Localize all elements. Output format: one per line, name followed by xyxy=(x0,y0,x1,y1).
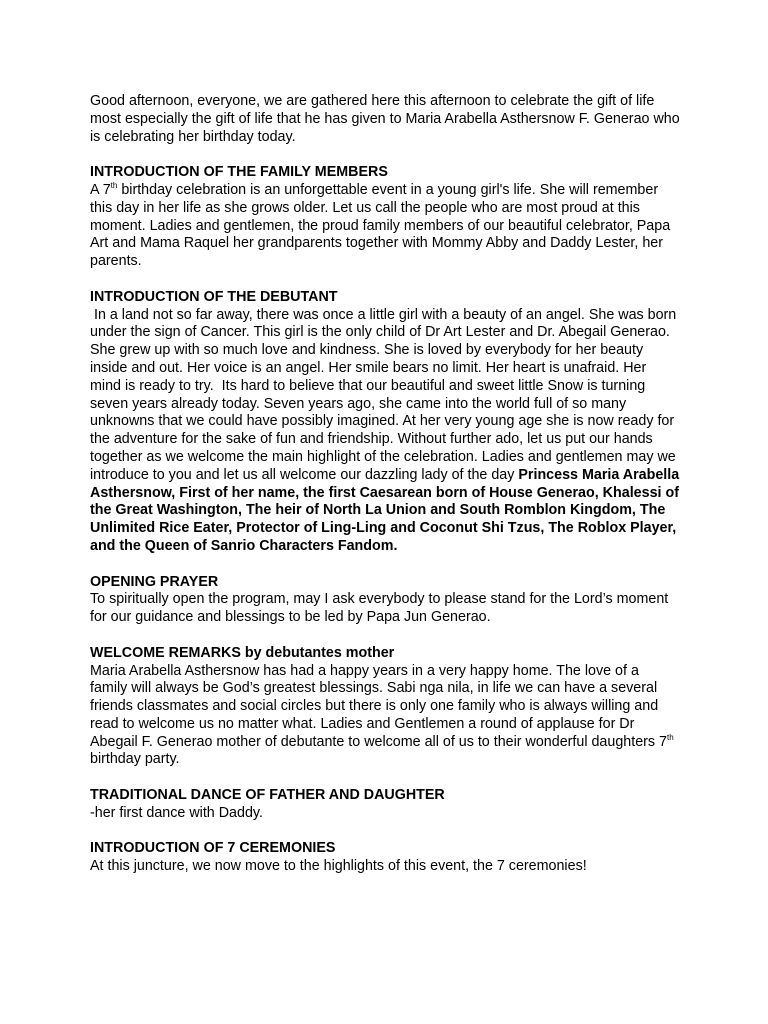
family-heading: INTRODUCTION OF THE FAMILY MEMBERS xyxy=(90,164,388,181)
ceremonies-heading: INTRODUCTION OF 7 CEREMONIES xyxy=(90,840,336,857)
dance-section xyxy=(90,787,680,823)
family-section xyxy=(90,164,680,271)
greeting-section xyxy=(90,93,680,146)
ceremonies-paragraph: At this juncture, we now move to the highlights of this event, the 7 ceremonies! xyxy=(90,858,587,875)
debutant-heading: INTRODUCTION OF THE DEBUTANT xyxy=(90,288,338,305)
prayer-heading: OPENING PRAYER xyxy=(90,573,219,590)
family-ordinal-suffix: th xyxy=(110,180,118,190)
debutant-paragraph xyxy=(90,307,680,556)
greeting-paragraph: Good afternoon, everyone, we are gathered here this afternoon to celebrate the gift of life most especially the gift of life that he has given to Maria Arabella Asthersnow F. Generao who is celebrating her birthday today. xyxy=(90,93,680,145)
dance-paragraph: -her first dance with Daddy. xyxy=(90,804,263,821)
dance-heading: TRADITIONAL DANCE OF FATHER AND DAUGHTER xyxy=(90,787,445,804)
ceremonies-section xyxy=(90,840,680,876)
family-text-start: A 7 xyxy=(90,181,111,198)
welcome-section xyxy=(90,645,680,770)
prayer-section xyxy=(90,574,680,627)
prayer-paragraph: To spiritually open the program, may I ask everybody to please stand for the Lord’s moment for our guidance and blessings to be led by Papa Jun Generao. xyxy=(90,591,669,626)
welcome-text-start: Maria Arabella Asthersnow has had a happy years in a very happy home. The love of a family will always be God’s greatest blessings. Sabi nga nila, in life we can have a several friends classmates and social circles but there is only one family who is always willing and read to welcome us no matter what. Ladies and Gentlemen a round of applause for Dr Abegail F. Generao mother of debutante to welcome all of us to their wonderful daughters 7 xyxy=(90,662,667,750)
debutant-section xyxy=(90,289,680,556)
family-text-end: birthday celebration is an unforgettable event in a young girl's life. She will remember this day in her life as she grows older. Let us call the people who are most proud at this moment. Ladies and gentlemen, the proud family members of our beautiful celebrator, Papa Art and Mama Raquel her grandparents together with Mommy Abby and Daddy Lester, her parents. xyxy=(90,181,671,270)
debutant-text: In a land not so far away, there was once a little girl with a beauty of an angel. She was born under the sign of Cancer. This girl is the only child of Dr Art Lester and Dr. Abegail Generao. She grew up with so much love and kindness. She is loved by everybody for her beauty inside and out. Her voice is an angel. Her smile bears no limit. Her heart is unafraid. Her mind is ready to try. Its hard to believe that our beautiful and sweet little Snow is turning seven years already today. Seven years ago, she came into the world full of so many unknowns that we could have possibly imagined. At her very young age she is now ready for the adventure for the sake of fun and friendship. Without further ado, let us put our hands together as we welcome the main highlight of the celebration. Ladies and gentlemen may we introduce to you and let us all welcome our dazzling lady of the day xyxy=(90,306,681,483)
welcome-ordinal-suffix: th xyxy=(667,732,674,742)
family-paragraph xyxy=(90,182,680,271)
debutant-royal-title: Princess Maria Arabella Asthersnow, First of her name, the first Caesarean born of House Generao, Khalessi of the Great Washington, The heir of North La Union and South Romblon Kingdom, The Unlimited Rice Eater, Protector of Ling-Ling and Coconut Shi Tzus, The Roblox Player, and the Queen of Sanrio Characters Fandom. xyxy=(90,466,680,554)
document-page xyxy=(90,93,680,894)
welcome-text-end: birthday party. xyxy=(90,751,180,768)
welcome-paragraph xyxy=(90,663,680,770)
welcome-heading: WELCOME REMARKS by debutantes mother xyxy=(90,644,395,661)
